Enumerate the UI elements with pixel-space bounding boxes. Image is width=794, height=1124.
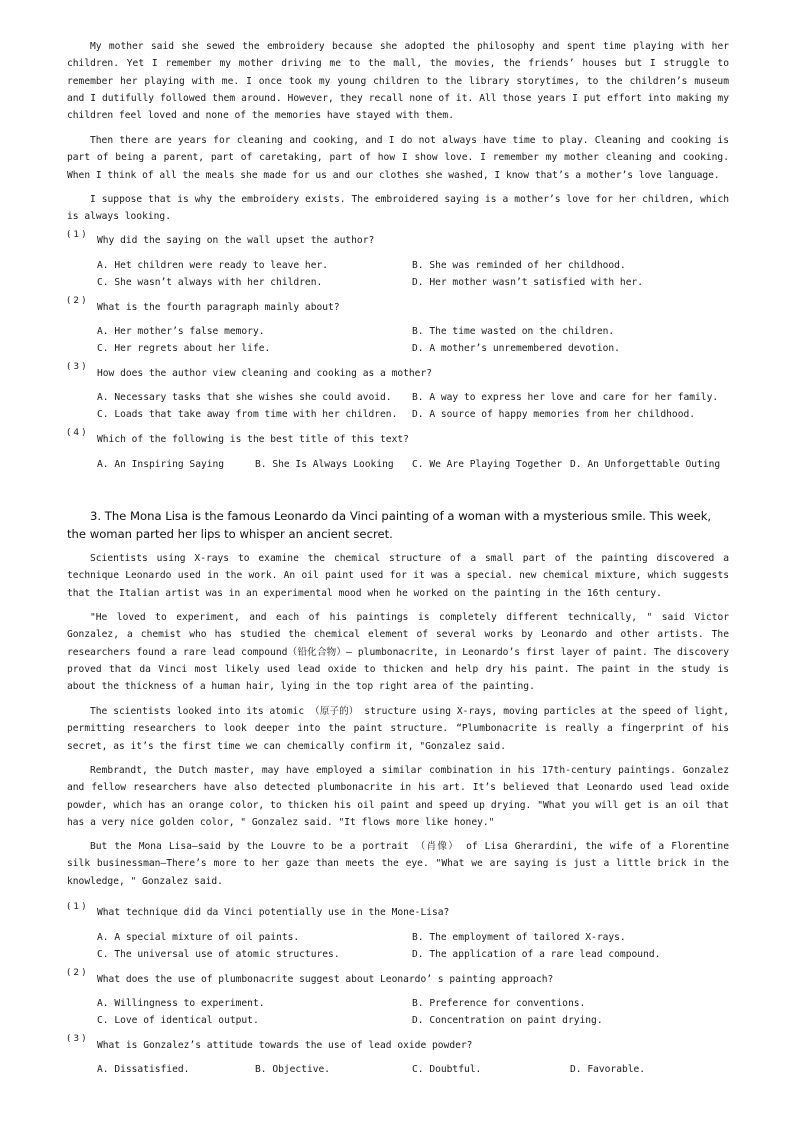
question-number: ( 1 )	[67, 230, 86, 240]
passage2-paragraph-2: Then there are years for cleaning and cooking, and I do not always have time to play. Cleaning and cooking is part of being a parent, part of caretaking, part of how I show love. I remember my mother cleaning and cooking. When I think of all the meals she made for us and our clothes she washed, I know that’s a mother’s love language.	[67, 135, 729, 181]
option-b: B. Objective.	[255, 1064, 331, 1075]
option-a: A. A special mixture of oil paints.	[97, 932, 300, 943]
option-c: C. The universal use of atomic structures.	[97, 949, 340, 960]
passage3-paragraph-5: But the Mona Lisa—said by the Louvre to be a portrait （肖像） of Lisa Gherardini, the wife of a Florentine silk businessman—There’s more to her gaze than meets the eye. "What we are saying is just a little brick in the knowledge, " Gonzalez said.	[67, 841, 729, 887]
option-c: C. Love of identical output.	[97, 1015, 259, 1026]
option-c: C. Her regrets about her life.	[97, 343, 271, 354]
option-b: B. The time wasted on the children.	[412, 326, 615, 337]
passage3-paragraph-2: "He loved to experiment, and each of his paintings is completely different technically, " said Victor Gonzalez, a chemist who has studied the chemical element of several works by Leonardo and other artists. The researchers found a rare lead compound（铅化合物）— plumbonacrite, in Leonardo’s first layer of paint. The discovery proved that da Vinci most likely used lead oxide to thicken and help dry his paint. The paint in the study is about the thickness of a human hair, lying in the top right area of the painting.	[67, 612, 729, 693]
question-text: Why did the saying on the wall upset the author?	[97, 235, 375, 246]
option-a: A. Willingness to experiment.	[97, 998, 265, 1009]
option-a: A. Dissatisfied.	[97, 1064, 190, 1075]
passage3-heading: 3. The Mona Lisa is the famous Leonardo da Vinci painting of a woman with a mysterious smile. This week, the woman parted her lips to whisper an ancient secret.	[67, 509, 712, 541]
passage2-paragraph-3: I suppose that is why the embroidery exists. The embroidered saying is a mother’s love for her children, which is always looking.	[67, 194, 729, 223]
option-c: C. Loads that take away from time with her children.	[97, 409, 398, 420]
question-text: What is the fourth paragraph mainly about?	[97, 302, 340, 313]
option-d: D. Her mother wasn’t satisfied with her.	[412, 277, 644, 288]
option-c: C. She wasn’t always with her children.	[97, 277, 323, 288]
question-text: What technique did da Vinci potentially use in the Mone-Lisa?	[97, 907, 450, 918]
option-b: B. Preference for conventions.	[412, 998, 586, 1009]
option-b: B. She was reminded of her childhood.	[412, 260, 626, 271]
option-b: B. She Is Always Looking	[255, 459, 394, 470]
option-a: A. An Inspiring Saying	[97, 459, 225, 470]
option-c: C. Doubtful.	[412, 1064, 482, 1075]
question-text: What is Gonzalez’s attitude towards the use of lead oxide powder?	[97, 1040, 473, 1051]
option-d: D. Concentration on paint drying.	[412, 1015, 603, 1026]
question-number: ( 3 )	[67, 362, 86, 372]
option-d: D. A source of happy memories from her childhood.	[412, 409, 696, 420]
option-b: B. The employment of tailored X-rays.	[412, 932, 626, 943]
passage2-paragraph-1: My mother said she sewed the embroidery because she adopted the philosophy and spent time playing with her children. Yet I remember my mother driving me to the mall, the movies, the friends’ houses but I struggle to remember her playing with me. I once took my young children to the library storytimes, to the children’s museum and I dutifully followed them around. However, they recall none of it. All those years I put effort into making my children feel loved and none of the memories have stayed with them.	[67, 41, 729, 122]
question-text: What does the use of plumbonacrite suggest about Leonardo’ s painting approach?	[97, 974, 554, 985]
option-a: A. Necessary tasks that she wishes she could avoid.	[97, 392, 392, 403]
passage3-paragraph-3: The scientists looked into its atomic （原子的） structure using X-rays, moving particles at the speed of light, permitting researchers to look deeper into the paint structure. “Plumbonacrite is really a fingerprint of his secret, as it’s the first time we can chemically confirm it, "Gonzalez said.	[67, 706, 729, 752]
option-a: A. Her mother’s false memory.	[97, 326, 265, 337]
option-d: D. A mother’s unremembered devotion.	[412, 343, 620, 354]
question-number: ( 2 )	[67, 968, 86, 978]
option-d: D. Favorable.	[570, 1064, 646, 1075]
option-a: A. Het children were ready to leave her.	[97, 260, 329, 271]
question-number: ( 2 )	[67, 296, 86, 306]
option-c: C. We Are Playing Together	[412, 459, 563, 470]
option-b: B. A way to express her love and care for her family.	[412, 392, 719, 403]
passage3-paragraph-1: Scientists using X-rays to examine the chemical structure of a small part of the painting discovered a technique Leonardo used in the work. An oil paint used for it was a special. new chemical mixture, which suggests that the Italian artist was in an experimental mood when he worked on the painting in the 16th century.	[67, 553, 729, 599]
question-number: ( 4 )	[67, 428, 86, 438]
question-number: ( 1 )	[67, 902, 86, 912]
question-number: ( 3 )	[67, 1034, 86, 1044]
question-text: Which of the following is the best title of this text?	[97, 434, 409, 445]
option-d: D. An Unforgettable Outing	[570, 459, 721, 470]
passage3-paragraph-4: Rembrandt, the Dutch master, may have employed a similar combination in his 17th-century paintings. Gonzalez and fellow researchers have also detected plumbonacrite in his art. It’s believed that Leonardo used lead oxide powder, which has an orange color, to thicken his oil paint and speed up drying. "What you will get is an oil that has a very nice golden color, " Gonzalez said. "It flows more like honey."	[67, 765, 729, 828]
option-d: D. The application of a rare lead compound.	[412, 949, 661, 960]
question-text: How does the author view cleaning and cooking as a mother?	[97, 368, 433, 379]
